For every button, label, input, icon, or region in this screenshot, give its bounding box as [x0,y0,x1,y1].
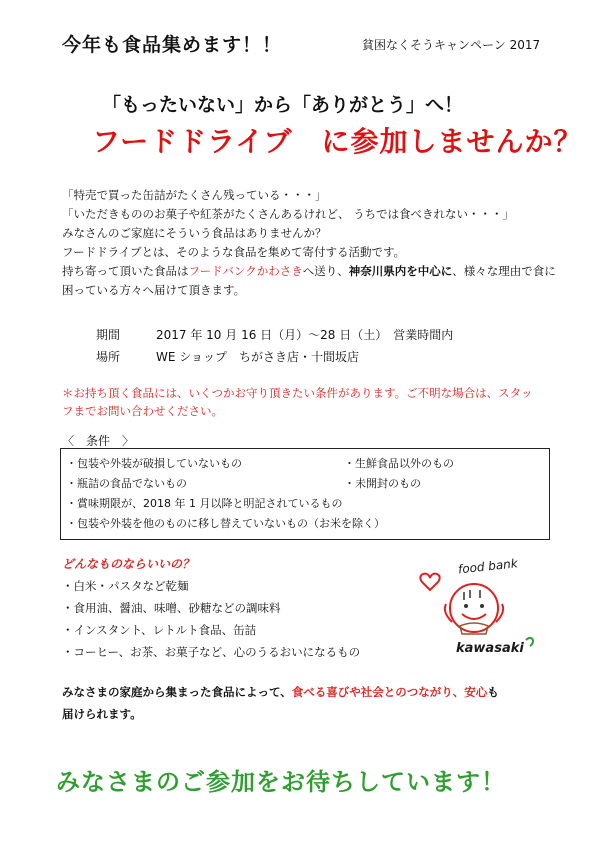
condition-item: ・生鮮食品以外のもの [344,457,454,470]
region-text: 神奈川県内を中心に [348,264,453,278]
period-row [96,326,453,343]
page-title: フードドライブ に参加しませんか？ [92,125,583,158]
closing-line-1 [62,684,499,700]
conditions-label: 〈 条件 〉 [62,434,135,448]
campaign-label: 貧困なくそうキャンペーン 2017 [362,38,541,52]
heart-icon [420,574,439,590]
condition-item: ・包装や外装が破損していないもの [66,457,242,470]
intro-line-5 [62,262,556,281]
condition-item: ・賞味期限が、2018 年 1 月以降と明記されているもの [66,497,343,510]
place-label: 場所 [96,350,121,364]
headline: 今年も食品集めます！！ [62,34,283,56]
intro-text: 、様々な理由で食に [452,264,556,278]
place-row [96,348,359,365]
closing-highlight: 食べる喜びや社会とのつながり、安心 [291,685,488,699]
donation-item: ・白米・パスタなど乾麺 [62,579,189,593]
notice-text: ＊お持ち頂く食品には、いくつかお守り頂きたい条件があります。ご不明な場合は、スタッフまでお問い合わせください。 [62,386,533,418]
condition-item: ・包装や外装を他のものに移し替えていないもの（お米を除く） [66,517,385,530]
closing-text: みなさまの家庭から集まった食品によって、 [62,685,292,699]
donations-title: どんなものならいいの？ [62,557,195,571]
donation-item: ・食用油、醤油、味噌、砂糖などの調味料 [62,601,281,615]
logo-bottom-text: kawasaki [456,641,524,656]
leaf-icon [526,638,533,646]
intro-text: 持ち寄って頂いた食品は [62,264,189,278]
donation-item: ・インスタント、レトルト食品、缶詰 [62,623,257,637]
subtitle: 「もったいない」から「ありがとう」へ！ [102,94,464,116]
intro-line-4: フードドライブとは、そのような食品を集めて寄付する活動です。 [62,245,406,259]
intro-line-6: 困っている方々へ届けて頂きます。 [62,283,246,297]
period-value: 2017 年 10 月 16 日（月）～28 日（土） 営業時間内 [156,328,454,342]
final-message: みなさまのご参加をお待ちしています！ [56,768,506,796]
condition-item: ・瓶詰の食品でないもの [66,477,187,490]
intro-line-3: みなさんのご家庭にそういう食品はありませんか？ [62,226,327,240]
logo-top-text: food bank [457,556,519,577]
period-label: 期間 [96,328,121,342]
intro-text: へ送り、 [302,264,349,278]
closing-line-2: 届けられます。 [62,707,142,721]
donation-item: ・コーヒー、お茶、お菓子など、心のうるおいになるもの [62,645,361,659]
closing-text: も [487,685,499,699]
food-bank-name: フードバンクかわさき [188,264,303,278]
place-value: WE ショップ ちがさき店・十間坂店 [156,350,360,364]
condition-item: ・未開封のもの [344,477,421,490]
food-bank-logo [412,548,542,660]
intro-line-2: 「いただきもののお菓子や紅茶がたくさんあるけれど、 うちでは食べきれない・・・」 [62,207,515,221]
intro-line-1: 「特売で買った缶詰がたくさん残っている・・・」 [62,188,327,202]
logo-face [450,584,498,632]
